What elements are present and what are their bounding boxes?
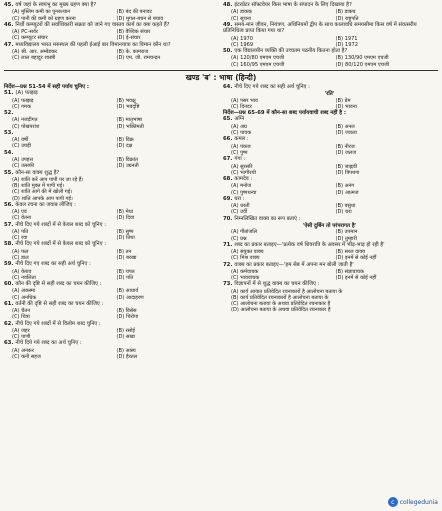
option: (D) चरा xyxy=(335,209,352,216)
question-text xyxy=(223,176,436,182)
option: (A) एवं xyxy=(12,209,27,216)
option: (C) रवा xyxy=(12,235,28,242)
question-block xyxy=(223,22,436,48)
question-prompt: कमल : xyxy=(234,136,249,143)
question-prompt: नीचे दिए गये शब्दों में से केवल शब्द को चुनिए : xyxy=(15,241,106,248)
question-prompt: मध्यविद्यालय भारत मरुस्थल की पहली ईआई बार विमानयात्रा का विमान कौन था? xyxy=(15,41,171,48)
options xyxy=(4,269,217,281)
question-text xyxy=(4,202,217,208)
option: (D) मुगल-बचन से बचाव xyxy=(116,15,164,22)
question-prompt: (A) पतझड़ xyxy=(15,90,38,97)
option: (B) चपत xyxy=(116,268,135,275)
question-number: 68. xyxy=(223,175,233,182)
question-text xyxy=(4,130,217,136)
option: (D) आलोचना बताया के अथवा प्रतिवेदित रचनाकार है xyxy=(231,307,331,314)
question-block xyxy=(4,170,217,202)
question-block xyxy=(223,196,436,216)
question-number: 51. xyxy=(4,90,14,97)
option: (C) भाववाचक xyxy=(231,275,260,282)
options xyxy=(4,229,217,241)
option: (D) तुम्हारी xyxy=(335,235,357,242)
question-prompt: नीचे दिए गए शब्द का सही अर्थ चुनिए : xyxy=(15,261,91,268)
option: (D) दक्ष xyxy=(116,143,133,150)
question-block xyxy=(4,22,217,42)
option: (A) पतझड़ xyxy=(12,97,34,104)
option: (A) अनकर xyxy=(12,347,34,354)
option: (B) मातृभाषा xyxy=(116,117,143,124)
options xyxy=(4,328,217,340)
option: (D) दिवा xyxy=(116,215,135,222)
question-prompt: वाक्य का प्रकार बताइए—'हम सेब में अपना मन बोली जाती है' xyxy=(234,261,354,268)
options xyxy=(223,269,436,281)
question-prompt: समय-मान जीवन, नियंत्रण, अधिनियमों द्वीप के साथ कालावधि समयसीमा किस वर्ष में संवत्सरीय प्रतिनिधित्व प्राप्त किया गया था? xyxy=(223,21,417,35)
question-text xyxy=(4,261,217,267)
question-block xyxy=(4,130,217,150)
question-number: 64. xyxy=(223,83,233,90)
left-column xyxy=(4,84,217,360)
option: (C) पुष्पधन्वा xyxy=(231,189,257,196)
question-text xyxy=(223,84,436,90)
question-block xyxy=(223,262,436,282)
question-block xyxy=(223,84,436,110)
option: (D) उग्रनती xyxy=(116,163,139,170)
question-block xyxy=(4,110,217,130)
option: (B) उपमान xyxy=(335,229,358,236)
option: (C) कम्प्यूटर संचार xyxy=(12,35,48,42)
question-prompt: वर्ष जहां के स्वयंभू का मुख्य ग्रहण क्या है? xyxy=(15,2,97,8)
option: (A) अग्र xyxy=(231,123,247,130)
option: (D) आत्मज xyxy=(335,189,359,196)
option: (A) फल xyxy=(12,248,29,255)
question-number: 73. xyxy=(223,281,233,288)
options xyxy=(4,288,217,300)
option: (C) पुष्प xyxy=(231,149,248,156)
question-block xyxy=(4,281,217,301)
option: (C) भागीरथी xyxy=(231,169,256,176)
question-block xyxy=(4,261,217,281)
option: (B) नीरज xyxy=(335,143,355,150)
question-text xyxy=(223,156,436,162)
option: (B) सरल वाक्य xyxy=(335,249,366,256)
question-prompt: कामदेव : xyxy=(234,175,253,182)
question-number: 48. xyxy=(223,2,233,8)
option: (C) डाल xyxy=(12,254,29,261)
question-block xyxy=(4,2,217,22)
question-number: 69. xyxy=(223,195,233,202)
question-text xyxy=(4,150,217,156)
option: (B) विक्र xyxy=(116,137,134,144)
option: (D) भक्तिमती xyxy=(116,123,144,130)
question-text xyxy=(4,340,217,346)
question-number: 65. xyxy=(223,116,233,123)
option: (D) शांति आपके आप पापी गईं। xyxy=(12,195,73,202)
question-prompt: कौन की दृष्टि से सही शब्द का चयन कीजिए : xyxy=(15,280,102,287)
option: (D) त्रिपथगा xyxy=(335,169,360,176)
option: (B) प्रेम xyxy=(335,97,351,104)
question-number: 57. xyxy=(4,221,14,228)
question-number: 59. xyxy=(4,261,14,268)
option: (B) 130/90 एमएम एचजी xyxy=(335,55,389,62)
question-block xyxy=(223,216,436,242)
question-number: 60. xyxy=(4,280,14,287)
question-text xyxy=(4,170,217,176)
option: (B) जाह्नवी xyxy=(335,163,358,170)
main-columns xyxy=(4,84,438,360)
question-text xyxy=(223,216,436,222)
option: (C) पोखपरांश xyxy=(12,123,40,130)
options xyxy=(4,9,217,21)
question-number: 47. xyxy=(4,41,14,48)
options xyxy=(4,348,217,360)
option: (D) सखा xyxy=(116,334,135,341)
question-prompt: वर्तनी की दृष्टि से सही शब्द का चयन कीजिए : xyxy=(15,300,104,307)
option: (A) श्री. आर. अम्बेडकर xyxy=(12,49,57,56)
options xyxy=(4,209,217,221)
option: (D) ई-संचार xyxy=(116,35,141,42)
option: (C) नवलिता xyxy=(12,274,36,281)
option: (A) जहर xyxy=(12,328,30,334)
option: (A) उपहत्त xyxy=(12,157,33,164)
left-instruction: निर्देश—प्रश्न 51-54 में सही पर्याय चुनिए : xyxy=(4,83,89,90)
right-column xyxy=(223,84,436,360)
question-prompt: शब्द का प्रकार बताइए—'प्रत्येक वर्ष शिवरात्रि के अवसर में भीड़-भाड़ हो रही है' xyxy=(234,241,385,248)
option: (C) शांति आगे की में खोली गई। xyxy=(12,189,73,196)
question-prompt: अग्नि xyxy=(234,116,245,123)
question-prompt: निम्नलिखित वाक्य का रूप बताएं : xyxy=(234,215,301,222)
options xyxy=(223,249,436,261)
option: (A) डाकक xyxy=(231,9,252,16)
question-block xyxy=(4,301,217,321)
question-prompt: कौन-सा वाक्य शुद्ध है? xyxy=(15,169,60,176)
option: (B) बंद की बनावट xyxy=(116,9,153,16)
options xyxy=(223,203,436,215)
option: (C) चित्रा xyxy=(12,314,30,321)
option: (A) पसर भाव xyxy=(231,97,258,104)
option: (B) सुष्प xyxy=(116,228,134,235)
question-text xyxy=(4,222,217,228)
option: (B) आधार्य xyxy=(116,288,139,295)
option: (C) उत्सफी xyxy=(12,163,35,170)
option: (B) डाकघ xyxy=(335,9,356,16)
options xyxy=(223,124,436,136)
option: (B) मेधा xyxy=(116,209,134,216)
option: (A) वर्षी xyxy=(12,137,29,144)
question-number: 61. xyxy=(4,300,14,307)
question-block xyxy=(223,2,436,22)
option: (D) एम. जी. रामचन्द्रन xyxy=(116,55,161,62)
question-number: 70. xyxy=(223,215,233,222)
question-prompt: गंगा : xyxy=(234,156,246,163)
question-text xyxy=(4,301,217,307)
option: (A) सुरसरि xyxy=(231,163,253,170)
logo-mark-icon: c xyxy=(388,497,398,507)
option: (B) तन xyxy=(116,248,132,255)
option: (C) वेतना xyxy=(12,215,32,222)
option: (A) 1970 xyxy=(231,35,254,42)
option: (D) आदाहरण xyxy=(116,294,144,301)
option: (D) पति xyxy=(116,274,134,281)
question-text xyxy=(223,196,436,202)
question-prompt: इंटरप्रेटर सॉफ़्टवेयर किस भाषा के संपादन के लिए दिखाया है? xyxy=(234,2,352,8)
option: (B) 1971 xyxy=(335,35,358,42)
question-block xyxy=(223,48,436,68)
question-block xyxy=(4,42,217,62)
options xyxy=(223,183,436,195)
options xyxy=(4,177,217,202)
option: (C) आलोचना बताया के अथवा प्रतिवेदित रचनाकार है xyxy=(231,301,331,308)
question-block xyxy=(4,202,217,222)
question-text xyxy=(4,42,217,48)
options xyxy=(223,164,436,176)
options xyxy=(223,289,436,314)
option: (A) कार्य आयात प्रतिवेदित रचनाकारों है आलोचना बताया के xyxy=(231,288,343,295)
options xyxy=(223,98,436,110)
question-number: 66. xyxy=(223,136,233,143)
option: (D) बरखा xyxy=(116,254,137,261)
option: (D) इनमें से कोई नहीं xyxy=(335,255,377,262)
question-number: 63. xyxy=(4,340,14,347)
question-text xyxy=(223,2,436,8)
option: (A) अकस्मा xyxy=(12,288,36,295)
option: (A) 120/80 एमएम एचजी xyxy=(231,55,285,62)
question-block xyxy=(4,90,217,110)
option: (A) नजदीगत xyxy=(12,117,38,124)
option: (B) अनंग xyxy=(335,183,355,190)
option: (C) गमक xyxy=(12,103,31,110)
question-prompt: विज्ञापनों में से शुद्ध वाक्य का चयन कीजिए : xyxy=(234,281,320,288)
question-text xyxy=(223,281,436,287)
option: (C) अनधिक xyxy=(12,294,37,301)
option: (A) PC-सर्वर xyxy=(12,29,38,36)
question-prompt: घरा : xyxy=(234,195,245,202)
question-number: 72. xyxy=(223,261,233,268)
question-number: 49. xyxy=(223,21,233,28)
question-block xyxy=(223,136,436,156)
question-number: 58. xyxy=(4,241,14,248)
question-number: 67. xyxy=(223,156,233,163)
option: (A) मनोज xyxy=(231,183,252,190)
option: (D) भावना xyxy=(335,103,357,110)
question-block xyxy=(223,156,436,176)
option: (A) पति xyxy=(12,228,29,235)
option: (A) कर्मवाचक xyxy=(231,268,259,275)
question-prompt: एक विद्यालयीन व्यक्ति की उच्चतम पठनीय कितना होता है? xyxy=(234,48,348,55)
question-text xyxy=(4,241,217,247)
question-text xyxy=(223,48,436,54)
option: (D) तिथा xyxy=(116,235,135,242)
option: (B) के. कामराज xyxy=(116,49,149,56)
option: (A) मुस्लिम कमी का पुनरुत्थान xyxy=(12,9,71,16)
options xyxy=(4,249,217,261)
option: (A) पंकज xyxy=(231,143,251,150)
option: (C) मिश्र वाक्य xyxy=(231,255,260,262)
option: (C) पाणी xyxy=(12,334,31,341)
option: (C) दिनदर xyxy=(231,103,252,110)
question-number: 54. xyxy=(4,149,14,156)
option: (B) विसेस xyxy=(116,308,137,315)
question-word: 'ऐसी दुर्बिन तो परंपरागत है' xyxy=(302,222,357,229)
question-number: 62. xyxy=(4,320,14,327)
question-text xyxy=(4,110,217,116)
option: (A) चैतन xyxy=(12,308,31,315)
option: (A) शांति करें आप पापी पर जा रहे हैं। xyxy=(12,176,84,183)
option: (C) 1969 xyxy=(231,41,254,48)
option: (C) उघड़ी xyxy=(12,143,31,150)
option: (D) 80/120 एमएम एचजी xyxy=(335,61,390,68)
collegedunia-logo xyxy=(388,497,438,507)
question-number: 55. xyxy=(4,169,14,176)
question-text xyxy=(4,2,217,8)
question-block xyxy=(223,242,436,262)
options xyxy=(4,49,217,61)
question-prompt: केवल रचना का जवाब लीजिए : xyxy=(15,201,76,208)
options xyxy=(223,9,436,21)
option: (B) रसोई xyxy=(116,328,135,334)
option: (B) शांति मुक्त में पापी गई। xyxy=(12,183,65,190)
question-text xyxy=(223,136,436,142)
question-block xyxy=(4,150,217,170)
question-prompt: निर्धी कम्प्यूटरों की सर्वाधिकारी सन्नता को जाने गए वास्तव कार्य का क्या कहते हैं? xyxy=(15,21,170,28)
divider xyxy=(4,70,438,71)
option: (B) अनल xyxy=(335,123,355,130)
question-text xyxy=(4,321,217,327)
option: (C) 160/95 एमएम एचजी xyxy=(231,61,285,68)
question-text xyxy=(4,90,217,96)
options xyxy=(4,157,217,169)
question-prompt: नीचे दिए गये शब्दों में से केवल शब्द को चुनिए : xyxy=(15,221,106,228)
question-number: 53. xyxy=(4,129,14,136)
question-prompt: निर्देश—प्रश्न 65-69 में कौन-सा शब्द पर्यायवाची शब्द नहीं है : xyxy=(223,110,347,117)
question-number: 56. xyxy=(4,201,14,208)
option: (D) इनमें से कोई नहीं xyxy=(335,275,377,282)
question-block xyxy=(223,281,436,313)
option: (C) सूचना xyxy=(231,15,251,22)
options xyxy=(4,137,217,149)
question-text xyxy=(223,22,436,35)
option: (C) उर्वी xyxy=(231,209,248,216)
question-block xyxy=(223,176,436,196)
option: (B) वसुधा xyxy=(335,203,356,210)
option: (A) धरती xyxy=(231,203,250,210)
option: (D) 1972 xyxy=(335,41,358,48)
question-block xyxy=(4,340,217,360)
question-number: 71. xyxy=(223,241,233,248)
option: (D) चिरोपा xyxy=(116,314,139,321)
question-text xyxy=(223,242,436,248)
question-text xyxy=(4,22,217,28)
question-block xyxy=(4,222,217,242)
options xyxy=(223,36,436,48)
question-prompt: नीचे दिए गये शब्दों में से विलोम शब्द चुनिए : xyxy=(15,320,101,327)
question-text xyxy=(223,262,436,268)
options xyxy=(223,55,436,67)
logo-text: collegedunia xyxy=(399,498,438,506)
question-number: 45. xyxy=(4,2,14,8)
option: (A) गीतांजलि xyxy=(231,229,258,236)
option: (D) जलज xyxy=(335,149,357,156)
option: (D) राष्ट्रपति xyxy=(335,15,359,22)
options xyxy=(4,98,217,110)
top-right-column xyxy=(223,2,436,68)
top-left-column xyxy=(4,2,217,68)
option: (A) केशव xyxy=(12,268,32,275)
options xyxy=(4,117,217,129)
options xyxy=(223,229,436,241)
question-text xyxy=(4,281,217,287)
option: (C) पावक xyxy=(231,130,252,137)
question-text xyxy=(223,116,436,122)
options xyxy=(223,144,436,156)
question-number: 50. xyxy=(223,48,233,55)
option: (C) कनी सहज xyxy=(12,354,41,361)
question-block xyxy=(4,241,217,261)
option: (D) ज्वाला xyxy=(335,130,357,137)
question-block xyxy=(223,116,436,136)
option: (C) लाल बहादुर शास्त्री xyxy=(12,55,56,62)
option: (B) भवक्षू xyxy=(116,97,136,104)
options xyxy=(4,308,217,320)
option: (D) भवदृष्टि xyxy=(116,103,140,110)
question-number: 52. xyxy=(4,110,14,117)
top-columns xyxy=(4,2,438,68)
question-block xyxy=(4,321,217,341)
options xyxy=(4,29,217,41)
option: (C) प्रश्न xyxy=(231,235,247,242)
option: (B) संज्ञावाचक xyxy=(335,268,364,275)
option: (B) कार्य प्रतिवेदित रचनाकारों है आलोचना बताया के xyxy=(231,294,329,301)
option: (C) पानी की कमी को ग्रहण करना xyxy=(12,15,76,22)
option: (A) संयुक्त वाक्य xyxy=(231,249,264,256)
question-prompt: नीचे दिए गये शब्द का सही अर्थ चुनिए : xyxy=(234,83,310,90)
question-number: 46. xyxy=(4,21,14,28)
option: (D) हैरतल xyxy=(116,354,138,361)
question-prompt: नीचे दिये गये शब्द का अर्थ चुनिए : xyxy=(15,340,82,347)
option: (B) आस्य xyxy=(116,347,136,354)
question-word: 'रति' xyxy=(324,91,335,98)
option: (B) विक्रांत xyxy=(116,157,138,164)
option: (B) वैश्विक संचार xyxy=(116,29,151,36)
section-title: खण्ड 'ब' : भाषा (हिन्दी) xyxy=(185,72,257,82)
